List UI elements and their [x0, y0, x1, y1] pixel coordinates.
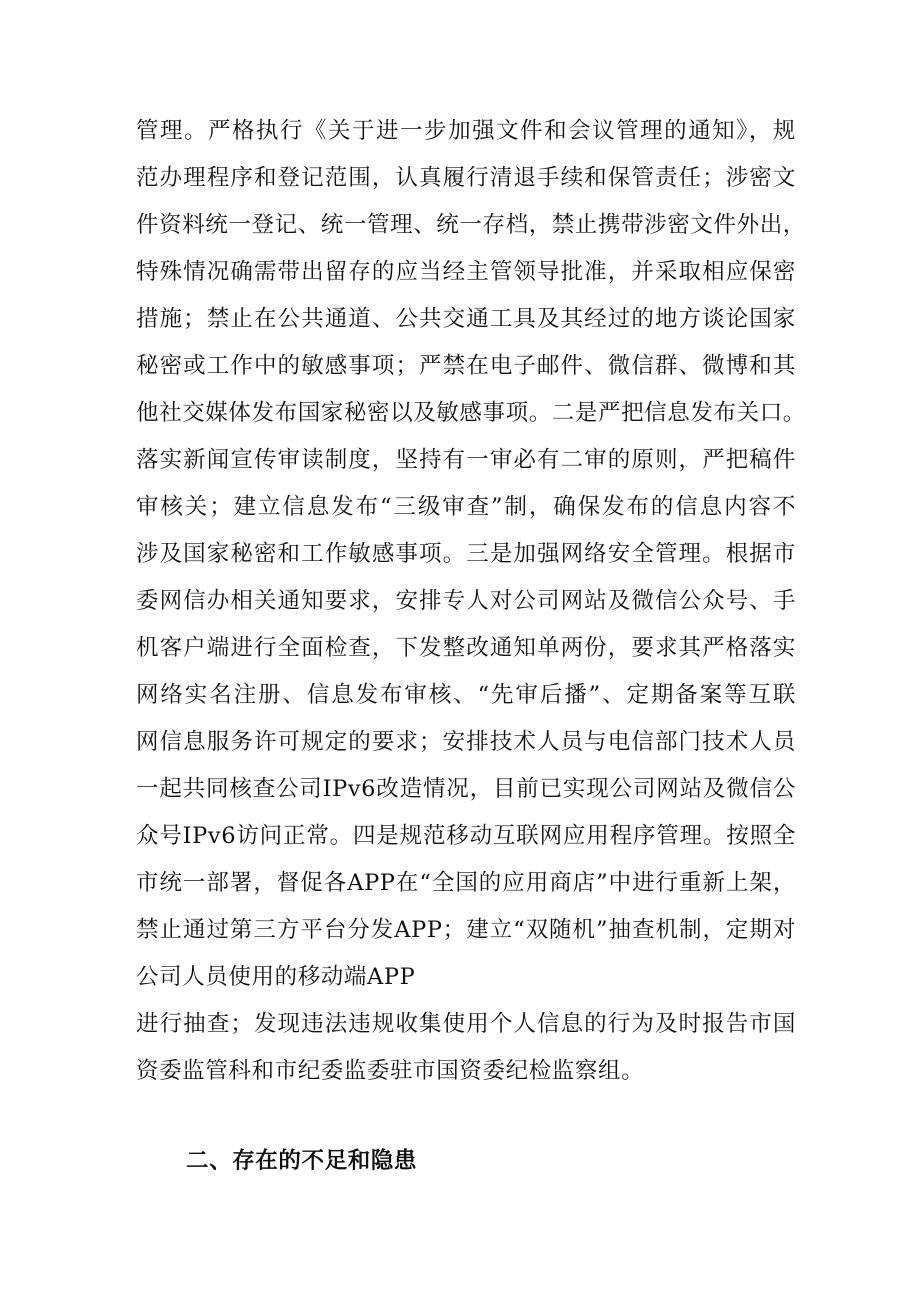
text-line: 他社交媒体发布国家秘密以及敏感事项。二是严把信息发布关口。	[136, 400, 806, 426]
text-line: 众号IPv6访问正常。四是规范移动互联网应用程序管理。按照全	[136, 823, 796, 849]
text-line: 管理。严格执行《关于进一步加强文件和会议管理的通知》，规	[136, 118, 796, 144]
text-line: 市统一部署，督促各APP在“全国的应用商店”中进行重新上架，	[136, 870, 796, 896]
text-line: 委网信办相关通知要求，安排专人对公司网站及微信公众号、手	[136, 588, 796, 614]
text-line: 特殊情况确需带出留存的应当经主管领导批准，并采取相应保密	[136, 259, 796, 285]
text-line: 审核关；建立信息发布“三级审查”制，确保发布的信息内容不	[136, 494, 796, 520]
text-line: 资委监管科和市纪委监委驻市国资委纪检监察组。	[136, 1058, 645, 1084]
body-text	[136, 108, 806, 1095]
text-line: 落实新闻宣传审读制度，坚持有一审必有二审的原则，严把稿件	[136, 447, 796, 473]
text-line: 涉及国家秘密和工作敏感事项。三是加强网络安全管理。根据市	[136, 541, 796, 567]
text-line: 范办理程序和登记范围，认真履行清退手续和保管责任；涉密文	[136, 165, 796, 191]
text-line: 公司人员使用的移动端APP	[136, 964, 416, 990]
text-line: 进行抽查；发现违法违规收集使用个人信息的行为及时报告市国	[136, 1011, 796, 1037]
text-line: 秘密或工作中的敏感事项；严禁在电子邮件、微信群、微博和其	[136, 353, 796, 379]
text-line: 禁止通过第三方平台分发APP；建立“双随机”抽查机制，定期对	[136, 917, 796, 943]
text-line: 一起共同核查公司IPv6改造情况，目前已实现公司网站及微信公	[136, 776, 796, 802]
text-line: 网络实名注册、信息发布审核、“先审后播”、定期备案等互联	[136, 682, 796, 708]
section-heading: 二、存在的不足和隐患	[186, 1148, 418, 1174]
text-line: 措施；禁止在公共通道、公共交通工具及其经过的地方谈论国家	[136, 306, 796, 332]
text-line: 网信息服务许可规定的要求；安排技术人员与电信部门技术人员	[136, 729, 796, 755]
text-line: 件资料统一登记、统一管理、统一存档，禁止携带涉密文件外出，	[136, 212, 806, 238]
text-line: 机客户端进行全面检查，下发整改通知单两份，要求其严格落实	[136, 635, 796, 661]
